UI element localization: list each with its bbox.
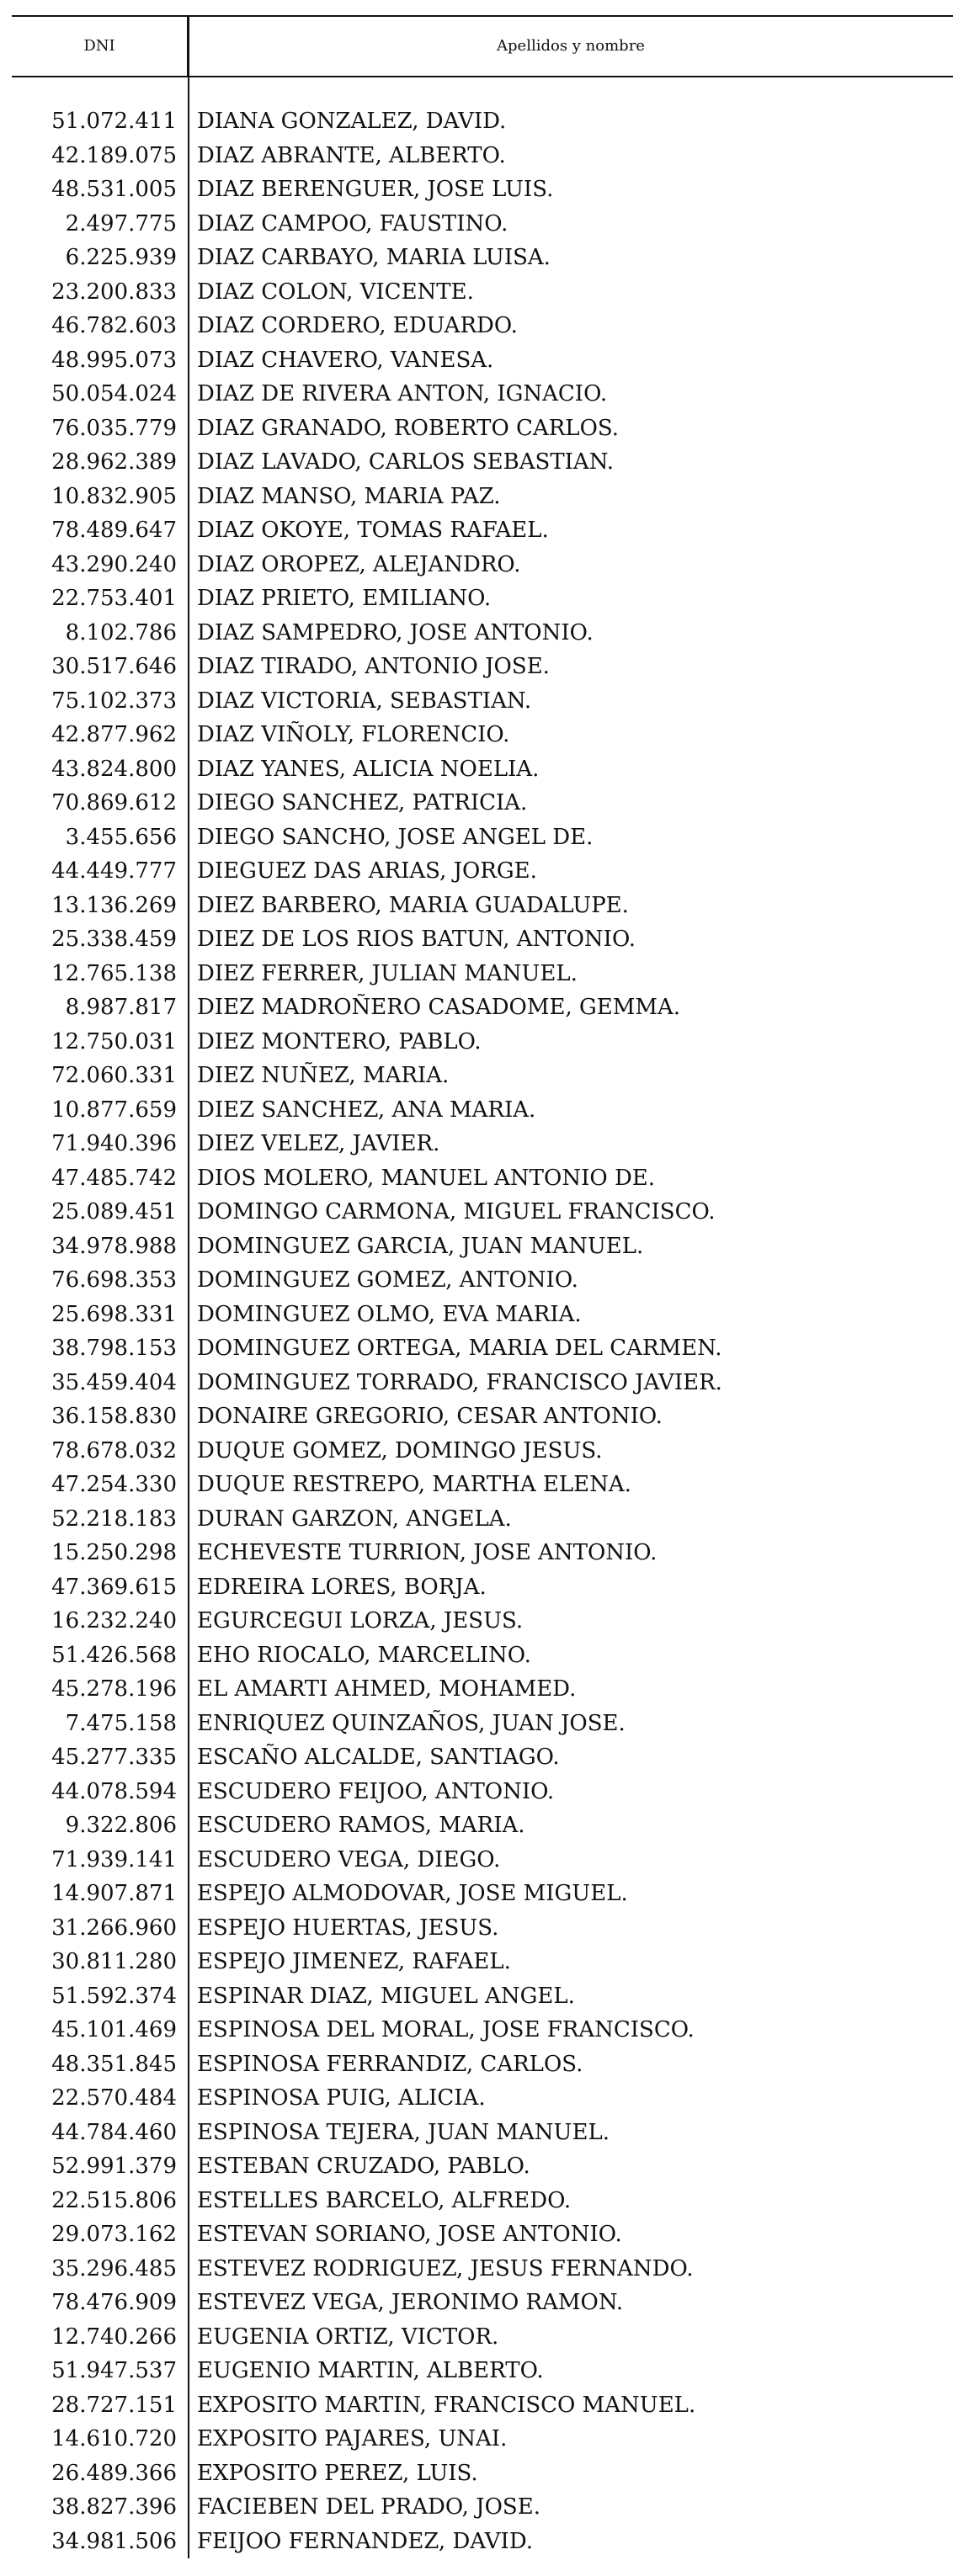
name-cell: DIEZ FERRER, JULIAN MANUEL. bbox=[197, 960, 578, 986]
name-cell: EL AMARTI AHMED, MOHAMED. bbox=[197, 1676, 577, 1702]
dni-cell: 48.351.845 bbox=[51, 2051, 177, 2077]
name-cell: DIANA GONZALEZ, DAVID. bbox=[197, 109, 507, 134]
name-cell: DIEZ NUÑEZ, MARIA. bbox=[197, 1063, 450, 1088]
table-row bbox=[12, 2184, 953, 2218]
dni-cell: 51.426.568 bbox=[51, 1642, 177, 1668]
name-cell: DIEGO SANCHO, JOSE ANGEL DE. bbox=[197, 824, 594, 850]
dni-cell: 25.698.331 bbox=[51, 1301, 177, 1327]
name-cell: DIAZ YANES, ALICIA NOELIA. bbox=[197, 756, 540, 782]
name-cell: DONAIRE GREGORIO, CESAR ANTONIO. bbox=[197, 1404, 663, 1429]
name-cell: EUGENIO MARTIN, ALBERTO. bbox=[197, 2358, 544, 2383]
dni-cell: 45.101.469 bbox=[51, 2017, 177, 2042]
dni-cell: 71.939.141 bbox=[51, 1846, 177, 1872]
name-cell: DIEZ BARBERO, MARIA GUADALUPE. bbox=[197, 892, 629, 918]
dni-cell: 16.232.240 bbox=[51, 1608, 177, 1633]
table-row bbox=[12, 275, 953, 310]
table-row bbox=[12, 2048, 953, 2082]
table-row bbox=[12, 616, 953, 651]
name-cell: ESPEJO HUERTAS, JESUS. bbox=[197, 1915, 499, 1941]
dni-cell: 38.798.153 bbox=[51, 1336, 177, 1361]
table-row bbox=[12, 548, 953, 582]
table-row bbox=[12, 1911, 953, 1946]
name-cell: DUQUE RESTREPO, MARTHA ELENA. bbox=[197, 1472, 631, 1497]
name-cell: DIAZ SAMPEDRO, JOSE ANTONIO. bbox=[197, 619, 594, 645]
table-row bbox=[12, 1195, 953, 1230]
dni-cell: 8.102.786 bbox=[65, 619, 177, 645]
name-cell: DIAZ ABRANTE, ALBERTO. bbox=[197, 142, 506, 168]
table-row bbox=[12, 1945, 953, 1979]
name-cell: DIAZ GRANADO, ROBERTO CARLOS. bbox=[197, 415, 620, 441]
table-row bbox=[12, 2490, 953, 2525]
dni-cell: 22.753.401 bbox=[51, 586, 177, 611]
name-cell: DIAZ VICTORIA, SEBASTIAN. bbox=[197, 688, 532, 714]
name-cell: DOMINGUEZ OLMO, EVA MARIA. bbox=[197, 1301, 582, 1327]
table-row bbox=[12, 445, 953, 480]
table-row bbox=[12, 241, 953, 275]
dni-cell: 7.475.158 bbox=[65, 1710, 177, 1736]
name-cell: DIAZ BERENGUER, JOSE LUIS. bbox=[197, 177, 554, 202]
table-row bbox=[12, 2388, 953, 2423]
table-row bbox=[12, 139, 953, 173]
dni-cell: 76.035.779 bbox=[51, 415, 177, 441]
name-cell: DIAZ COLON, VICENTE. bbox=[197, 279, 474, 305]
table-row bbox=[12, 957, 953, 991]
dni-cell: 52.991.379 bbox=[51, 2154, 177, 2179]
dni-cell: 51.592.374 bbox=[51, 1983, 177, 2009]
name-cell: EXPOSITO PAJARES, UNAI. bbox=[197, 2426, 508, 2451]
table-row bbox=[12, 1434, 953, 1469]
table-row bbox=[12, 1707, 953, 1741]
name-cell: ESPEJO ALMODOVAR, JOSE MIGUEL. bbox=[197, 1881, 628, 1906]
table-row bbox=[12, 1502, 953, 1537]
dni-cell: 75.102.373 bbox=[51, 688, 177, 714]
table-row bbox=[12, 2456, 953, 2491]
name-cell: EXPOSITO MARTIN, FRANCISCO MANUEL. bbox=[197, 2392, 696, 2418]
dni-table bbox=[12, 15, 953, 2558]
table-row bbox=[12, 1468, 953, 1502]
dni-cell: 6.225.939 bbox=[65, 245, 177, 270]
table-row bbox=[12, 922, 953, 957]
name-cell: ESTEVEZ RODRIGUEZ, JESUS FERNANDO. bbox=[197, 2255, 694, 2281]
name-cell: ECHEVESTE TURRION, JOSE ANTONIO. bbox=[197, 1540, 658, 1565]
dni-cell: 22.515.806 bbox=[51, 2187, 177, 2213]
dni-cell: 78.489.647 bbox=[51, 518, 177, 543]
table-body bbox=[12, 77, 953, 2558]
dni-cell: 23.200.833 bbox=[51, 279, 177, 305]
dni-cell: 34.978.988 bbox=[51, 1233, 177, 1259]
table-row bbox=[12, 1093, 953, 1128]
table-row bbox=[12, 752, 953, 787]
table-row bbox=[12, 480, 953, 514]
name-cell: ESPEJO JIMENEZ, RAFAEL. bbox=[197, 1949, 511, 1974]
name-cell: DOMINGUEZ GARCIA, JUAN MANUEL. bbox=[197, 1233, 644, 1259]
dni-cell: 42.877.962 bbox=[51, 722, 177, 747]
table-row bbox=[12, 173, 953, 207]
table-row bbox=[12, 1400, 953, 1434]
name-cell: FACIEBEN DEL PRADO, JOSE. bbox=[197, 2494, 540, 2520]
dni-cell: 14.610.720 bbox=[51, 2426, 177, 2451]
dni-cell: 70.869.612 bbox=[51, 790, 177, 815]
dni-cell: 43.290.240 bbox=[51, 551, 177, 577]
dni-cell: 44.784.460 bbox=[51, 2119, 177, 2145]
dni-cell: 47.254.330 bbox=[51, 1472, 177, 1497]
table-row bbox=[12, 1025, 953, 1060]
dni-cell: 10.877.659 bbox=[51, 1097, 177, 1123]
table-row bbox=[12, 1059, 953, 1093]
dni-cell: 50.054.024 bbox=[51, 381, 177, 406]
dni-cell: 3.455.656 bbox=[65, 824, 177, 850]
dni-cell: 48.995.073 bbox=[51, 347, 177, 373]
table-row bbox=[12, 650, 953, 684]
name-cell: ESPINOSA FERRANDIZ, CARLOS. bbox=[197, 2051, 583, 2077]
dni-cell: 38.827.396 bbox=[51, 2494, 177, 2520]
table-row bbox=[12, 1230, 953, 1264]
dni-cell: 45.278.196 bbox=[51, 1676, 177, 1702]
dni-cell: 44.078.594 bbox=[51, 1778, 177, 1804]
dni-cell: 9.322.806 bbox=[65, 1813, 177, 1838]
dni-cell: 29.073.162 bbox=[51, 2222, 177, 2247]
dni-cell: 12.740.266 bbox=[51, 2324, 177, 2350]
dni-cell: 43.824.800 bbox=[51, 756, 177, 782]
table-row bbox=[12, 207, 953, 242]
name-cell: ESTEVEZ VEGA, JERONIMO RAMON. bbox=[197, 2290, 624, 2315]
name-cell: DOMINGUEZ TORRADO, FRANCISCO JAVIER. bbox=[197, 1369, 722, 1395]
name-cell: ESPINAR DIAZ, MIGUEL ANGEL. bbox=[197, 1983, 575, 2009]
table-row bbox=[12, 1331, 953, 1366]
dni-cell: 30.517.646 bbox=[51, 654, 177, 679]
dni-cell: 72.060.331 bbox=[51, 1063, 177, 1088]
table-row bbox=[12, 309, 953, 343]
dni-cell: 15.250.298 bbox=[51, 1540, 177, 1565]
table-row bbox=[12, 1263, 953, 1298]
name-cell: DIAZ CAMPOO, FAUSTINO. bbox=[197, 210, 508, 236]
name-cell: EUGENIA ORTIZ, VICTOR. bbox=[197, 2324, 499, 2350]
name-cell: DIEZ DE LOS RIOS BATUN, ANTONIO. bbox=[197, 927, 636, 952]
table-row bbox=[12, 2525, 953, 2559]
dni-cell: 12.765.138 bbox=[51, 960, 177, 986]
table-row bbox=[12, 854, 953, 889]
name-cell: DIAZ VIÑOLY, FLORENCIO. bbox=[197, 722, 510, 747]
dni-cell: 31.266.960 bbox=[51, 1915, 177, 1941]
name-cell: DIAZ TIRADO, ANTONIO JOSE. bbox=[197, 654, 550, 679]
dni-cell: 35.459.404 bbox=[51, 1369, 177, 1395]
table-row bbox=[12, 2149, 953, 2184]
name-cell: ESTEVAN SORIANO, JOSE ANTONIO. bbox=[197, 2222, 622, 2247]
name-cell: EDREIRA LORES, BORJA. bbox=[197, 1574, 487, 1600]
name-cell: DIAZ MANSO, MARIA PAZ. bbox=[197, 483, 501, 509]
table-row bbox=[12, 1604, 953, 1639]
dni-cell: 10.832.905 bbox=[51, 483, 177, 509]
dni-cell: 76.698.353 bbox=[51, 1267, 177, 1293]
dni-cell: 25.338.459 bbox=[51, 927, 177, 952]
name-cell: ENRIQUEZ QUINZAÑOS, JUAN JOSE. bbox=[197, 1710, 626, 1736]
dni-cell: 45.277.335 bbox=[51, 1745, 177, 1770]
name-cell: ESTEBAN CRUZADO, PABLO. bbox=[197, 2154, 530, 2179]
table-row bbox=[12, 1127, 953, 1161]
dni-cell: 34.981.506 bbox=[51, 2528, 177, 2554]
table-row bbox=[12, 718, 953, 752]
name-cell: EHO RIOCALO, MARCELINO. bbox=[197, 1642, 531, 1668]
name-cell: DIAZ DE RIVERA ANTON, IGNACIO. bbox=[197, 381, 608, 406]
table-row bbox=[12, 1639, 953, 1673]
dni-cell: 22.570.484 bbox=[51, 2085, 177, 2111]
dni-cell: 71.940.396 bbox=[51, 1131, 177, 1156]
dni-cell: 48.531.005 bbox=[51, 177, 177, 202]
table-row bbox=[12, 2354, 953, 2388]
dni-cell: 12.750.031 bbox=[51, 1028, 177, 1054]
name-cell: DIAZ OKOYE, TOMAS RAFAEL. bbox=[197, 518, 549, 543]
name-cell: ESCAÑO ALCALDE, SANTIAGO. bbox=[197, 1745, 560, 1770]
name-cell: DOMINGO CARMONA, MIGUEL FRANCISCO. bbox=[197, 1199, 716, 1224]
name-cell: DIEGO SANCHEZ, PATRICIA. bbox=[197, 790, 528, 815]
dni-cell: 30.811.280 bbox=[51, 1949, 177, 1974]
dni-cell: 51.947.537 bbox=[51, 2358, 177, 2383]
name-cell: DIAZ LAVADO, CARLOS SEBASTIAN. bbox=[197, 449, 615, 475]
name-cell: DIEZ SANCHEZ, ANA MARIA. bbox=[197, 1097, 536, 1123]
dni-cell: 42.189.075 bbox=[51, 142, 177, 168]
table-row bbox=[12, 2081, 953, 2116]
dni-cell: 46.782.603 bbox=[51, 313, 177, 338]
name-cell: ESCUDERO FEIJOO, ANTONIO. bbox=[197, 1778, 555, 1804]
dni-cell: 36.158.830 bbox=[51, 1404, 177, 1429]
table-row bbox=[12, 1740, 953, 1775]
table-row bbox=[12, 1979, 953, 2014]
table-row bbox=[12, 1672, 953, 1707]
name-cell: DURAN GARZON, ANGELA. bbox=[197, 1506, 512, 1532]
name-cell: DIEZ MADROÑERO CASADOME, GEMMA. bbox=[197, 995, 681, 1020]
dni-cell: 8.987.817 bbox=[65, 995, 177, 1020]
dni-cell: 28.727.151 bbox=[51, 2392, 177, 2418]
table-row bbox=[12, 786, 953, 821]
header-dni: DNI bbox=[12, 17, 189, 76]
dni-cell: 51.072.411 bbox=[51, 109, 177, 134]
table-header bbox=[12, 17, 953, 77]
name-cell: ESCUDERO RAMOS, MARIA. bbox=[197, 1813, 525, 1838]
dni-cell: 35.296.485 bbox=[51, 2255, 177, 2281]
name-cell: DIAZ CARBAYO, MARIA LUISA. bbox=[197, 245, 551, 270]
table-row bbox=[12, 2422, 953, 2456]
table-row bbox=[12, 2116, 953, 2150]
name-cell: DIAZ OROPEZ, ALEJANDRO. bbox=[197, 551, 521, 577]
table-row bbox=[12, 1775, 953, 1809]
name-cell: ESPINOSA TEJERA, JUAN MANUEL. bbox=[197, 2119, 610, 2145]
table-row bbox=[12, 343, 953, 378]
table-row bbox=[12, 582, 953, 616]
name-cell: ESCUDERO VEGA, DIEGO. bbox=[197, 1846, 501, 1872]
name-cell: ESTELLES BARCELO, ALFREDO. bbox=[197, 2187, 572, 2213]
name-cell: DIEZ MONTERO, PABLO. bbox=[197, 1028, 482, 1054]
name-cell: DIAZ CORDERO, EDUARDO. bbox=[197, 313, 518, 338]
table-row bbox=[12, 2013, 953, 2048]
dni-cell: 28.962.389 bbox=[51, 449, 177, 475]
dni-cell: 52.218.183 bbox=[51, 1506, 177, 1532]
table-row bbox=[12, 2286, 953, 2320]
header-name: Apellidos y nombre bbox=[497, 37, 645, 55]
table-row bbox=[12, 2252, 953, 2287]
column-divider bbox=[188, 17, 189, 2558]
name-cell: DOMINGUEZ ORTEGA, MARIA DEL CARMEN. bbox=[197, 1336, 722, 1361]
table-row bbox=[12, 1877, 953, 1911]
dni-cell: 78.476.909 bbox=[51, 2290, 177, 2315]
dni-cell: 14.907.871 bbox=[51, 1881, 177, 1906]
name-cell: DOMINGUEZ GOMEZ, ANTONIO. bbox=[197, 1267, 578, 1293]
table-row bbox=[12, 991, 953, 1025]
table-row bbox=[12, 412, 953, 446]
name-cell: ESPINOSA DEL MORAL, JOSE FRANCISCO. bbox=[197, 2017, 695, 2042]
dni-cell: 47.369.615 bbox=[51, 1574, 177, 1600]
table-row bbox=[12, 1298, 953, 1332]
name-cell: DIOS MOLERO, MANUEL ANTONIO DE. bbox=[197, 1165, 656, 1191]
table-row bbox=[12, 1366, 953, 1400]
name-cell: EXPOSITO PEREZ, LUIS. bbox=[197, 2460, 478, 2486]
table-row bbox=[12, 1843, 953, 1878]
table-row bbox=[12, 889, 953, 923]
name-cell: EGURCEGUI LORZA, JESUS. bbox=[197, 1608, 524, 1633]
dni-cell: 44.449.777 bbox=[51, 858, 177, 884]
name-cell: ESPINOSA PUIG, ALICIA. bbox=[197, 2085, 486, 2111]
table-row bbox=[12, 2320, 953, 2355]
table-row bbox=[12, 2217, 953, 2252]
dni-cell: 26.489.366 bbox=[51, 2460, 177, 2486]
table-row bbox=[12, 377, 953, 412]
table-row bbox=[12, 513, 953, 548]
table-row bbox=[12, 821, 953, 855]
name-cell: DUQUE GOMEZ, DOMINGO JESUS. bbox=[197, 1437, 603, 1463]
dni-cell: 2.497.775 bbox=[65, 210, 177, 236]
table-row bbox=[12, 1570, 953, 1605]
dni-cell: 47.485.742 bbox=[51, 1165, 177, 1191]
table-row bbox=[12, 1536, 953, 1570]
table-row bbox=[12, 104, 953, 139]
name-cell: DIAZ CHAVERO, VANESA. bbox=[197, 347, 494, 373]
name-cell: FEIJOO FERNANDEZ, DAVID. bbox=[197, 2528, 534, 2554]
name-cell: DIAZ PRIETO, EMILIANO. bbox=[197, 586, 492, 611]
dni-cell: 25.089.451 bbox=[51, 1199, 177, 1224]
name-cell: DIEGUEZ DAS ARIAS, JORGE. bbox=[197, 858, 537, 884]
dni-cell: 78.678.032 bbox=[51, 1437, 177, 1463]
name-cell: DIEZ VELEZ, JAVIER. bbox=[197, 1131, 440, 1156]
dni-cell: 13.136.269 bbox=[51, 892, 177, 918]
table-row bbox=[12, 1809, 953, 1843]
table-row bbox=[12, 684, 953, 719]
table-row bbox=[12, 1161, 953, 1196]
